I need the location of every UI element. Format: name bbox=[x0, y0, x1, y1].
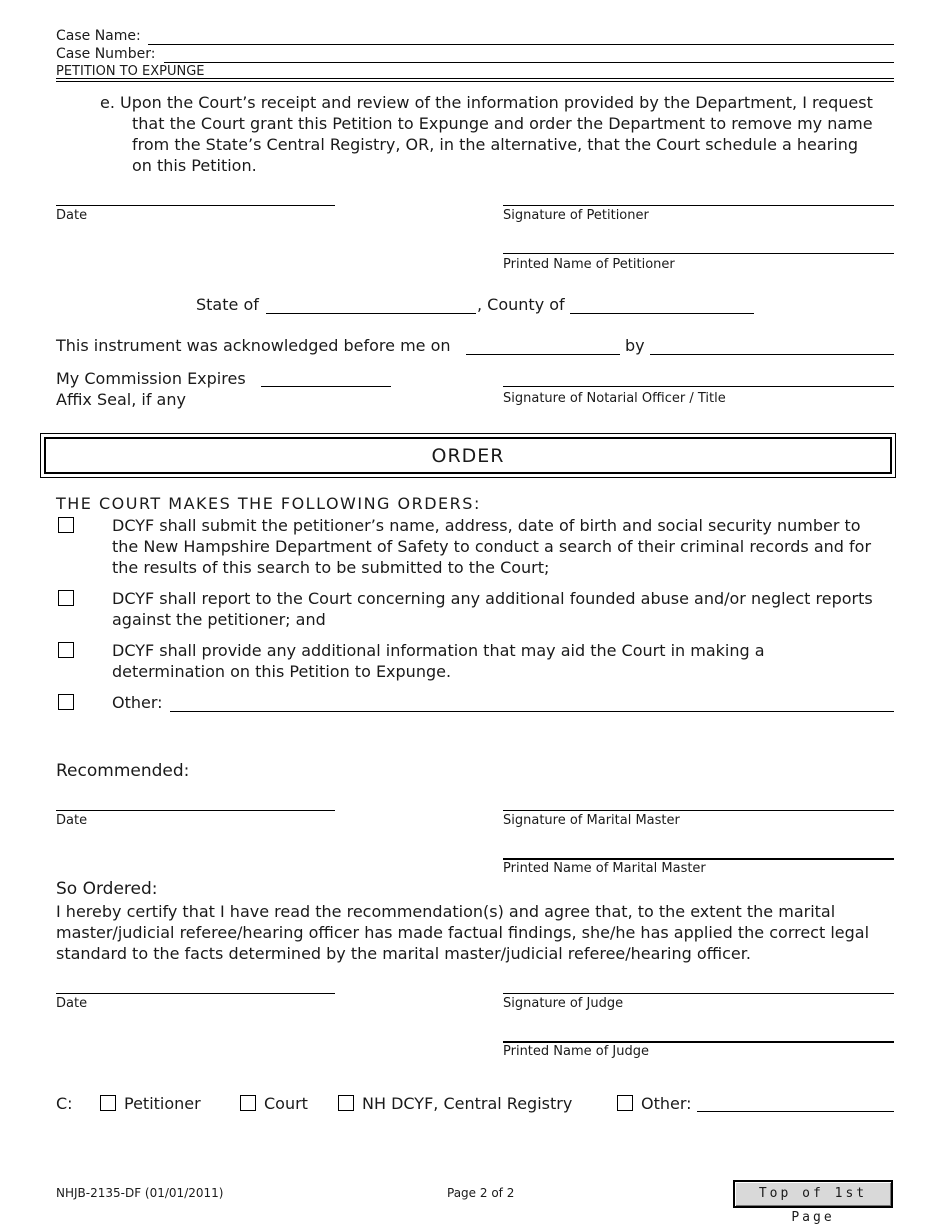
header-rule-2 bbox=[56, 81, 894, 82]
item-e-line-3: from the State’s Central Registry, OR, in the alternative, that the Court schedule a hearing bbox=[132, 135, 858, 154]
judge-printed-name-label: Printed Name of Judge bbox=[503, 1044, 650, 1059]
cc-other-field[interactable] bbox=[697, 1111, 894, 1112]
order-item-3-line-2: determination on this Petition to Expunge. bbox=[112, 662, 452, 681]
seal-label: Affix Seal, if any bbox=[56, 390, 186, 409]
certify-line-3: standard to the facts determined by the marital master/judicial referee/hearing officer. bbox=[56, 944, 751, 963]
acknowledged-label: This instrument was acknowledged before me on bbox=[56, 336, 451, 355]
county-field[interactable] bbox=[570, 313, 754, 314]
judge-signature-label: Signature of Judge bbox=[503, 996, 624, 1011]
cc-other-checkbox[interactable] bbox=[617, 1095, 633, 1111]
so-ordered-heading: So Ordered: bbox=[56, 879, 158, 899]
petitioner-signature-label: Signature of Petitioner bbox=[503, 208, 649, 223]
marital-master-signature-field[interactable] bbox=[503, 810, 894, 811]
acknowledged-date-field[interactable] bbox=[466, 354, 620, 355]
page-number: Page 2 of 2 bbox=[447, 1186, 515, 1200]
notary-signature-label: Signature of Notarial Officer / Title bbox=[503, 391, 726, 406]
cc-petitioner-checkbox[interactable] bbox=[100, 1095, 116, 1111]
recommended-date-field[interactable] bbox=[56, 810, 335, 811]
marital-master-signature-label: Signature of Marital Master bbox=[503, 813, 680, 828]
cc-petitioner-label: Petitioner bbox=[124, 1094, 201, 1113]
order-item-other-label: Other: bbox=[112, 693, 163, 712]
order-item-2-line-2: against the petitioner; and bbox=[112, 610, 326, 629]
judge-date-label: Date bbox=[56, 996, 88, 1011]
cc-other-label: Other: bbox=[641, 1094, 692, 1113]
order-item-3-line-1: DCYF shall provide any additional information that may aid the Court in making a bbox=[112, 641, 765, 660]
county-label: , County of bbox=[477, 295, 565, 314]
petitioner-printed-name-field[interactable] bbox=[503, 253, 894, 254]
petition-date-field[interactable] bbox=[56, 205, 335, 206]
state-label: State of bbox=[196, 295, 259, 314]
order-intro: THE COURT MAKES THE FOLLOWING ORDERS: bbox=[56, 494, 481, 513]
notary-signature-field[interactable] bbox=[503, 386, 894, 387]
order-title: ORDER bbox=[44, 437, 892, 474]
acknowledged-by-field[interactable] bbox=[650, 354, 894, 355]
petition-date-label: Date bbox=[56, 208, 88, 223]
judge-printed-name-field[interactable] bbox=[503, 1041, 894, 1043]
order-other-field[interactable] bbox=[170, 711, 894, 712]
cc-dcyf-checkbox[interactable] bbox=[338, 1095, 354, 1111]
case-number-label: Case Number: bbox=[56, 46, 156, 62]
recommended-date-label: Date bbox=[56, 813, 88, 828]
copies-label: C: bbox=[56, 1094, 73, 1113]
marital-master-printed-name-field[interactable] bbox=[503, 858, 894, 860]
state-field[interactable] bbox=[266, 313, 476, 314]
form-id: NHJB-2135-DF (01/01/2011) bbox=[56, 1186, 224, 1200]
petitioner-signature-field[interactable] bbox=[503, 205, 894, 206]
item-e-line-4: on this Petition. bbox=[132, 156, 257, 175]
petitioner-printed-name-label: Printed Name of Petitioner bbox=[503, 257, 675, 272]
order-item-1-line-2: the New Hampshire Department of Safety to conduct a search of their criminal records and for bbox=[112, 537, 872, 556]
commission-expires-field[interactable] bbox=[261, 386, 391, 387]
order-item-2-checkbox[interactable] bbox=[58, 590, 74, 606]
commission-label: My Commission Expires bbox=[56, 369, 246, 388]
header-rule bbox=[56, 78, 894, 79]
order-item-1-line-3: the results of this search to be submitted to the Court; bbox=[112, 558, 550, 577]
judge-date-field[interactable] bbox=[56, 993, 335, 994]
cc-court-label: Court bbox=[264, 1094, 308, 1113]
certify-line-2: master/judicial referee/hearing officer has made factual findings, she/he has applied the correct legal bbox=[56, 923, 870, 942]
top-of-first-page-button[interactable]: Top of 1st Page bbox=[733, 1180, 893, 1208]
cc-dcyf-label: NH DCYF, Central Registry bbox=[362, 1094, 573, 1113]
order-item-3-checkbox[interactable] bbox=[58, 642, 74, 658]
case-name-field[interactable] bbox=[148, 44, 894, 45]
order-item-other-checkbox[interactable] bbox=[58, 694, 74, 710]
order-item-2-line-1: DCYF shall report to the Court concerning any additional founded abuse and/or neglect reports bbox=[112, 589, 873, 608]
order-item-1-checkbox[interactable] bbox=[58, 517, 74, 533]
order-item-1-line-1: DCYF shall submit the petitioner’s name, address, date of birth and social security number to bbox=[112, 516, 861, 535]
certify-line-1: I hereby certify that I have read the recommendation(s) and agree that, to the extent the marital bbox=[56, 902, 836, 921]
case-number-field[interactable] bbox=[164, 62, 894, 63]
by-label: by bbox=[625, 336, 645, 355]
item-e-line-1: e. Upon the Court’s receipt and review of the information provided by the Department, I request bbox=[100, 93, 873, 112]
cc-court-checkbox[interactable] bbox=[240, 1095, 256, 1111]
order-title-box bbox=[40, 433, 896, 478]
marital-master-printed-name-label: Printed Name of Marital Master bbox=[503, 861, 706, 876]
judge-signature-field[interactable] bbox=[503, 993, 894, 994]
case-name-label: Case Name: bbox=[56, 28, 141, 44]
item-e-line-2: that the Court grant this Petition to Expunge and order the Department to remove my name bbox=[132, 114, 873, 133]
recommended-heading: Recommended: bbox=[56, 761, 190, 781]
form-title: PETITION TO EXPUNGE bbox=[56, 64, 205, 79]
